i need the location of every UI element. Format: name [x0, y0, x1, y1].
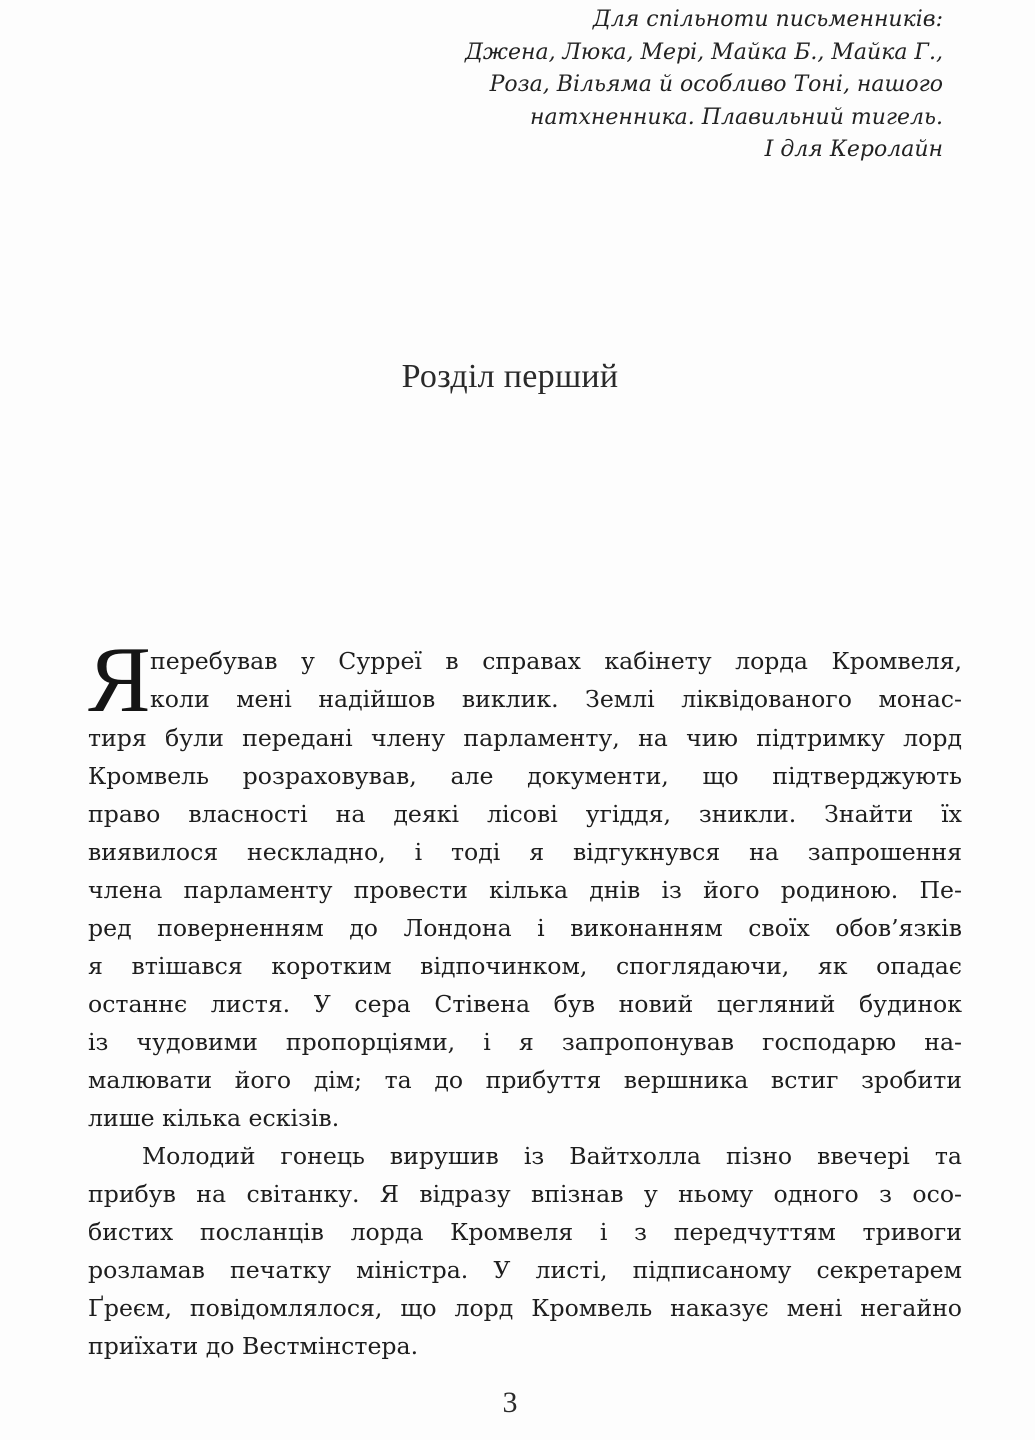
text-line: право власності на деякі лісові угіддя, зникли. Знайти їх	[88, 800, 962, 828]
dedication-line: Для спільноти письменників:	[592, 7, 943, 32]
page-number: 3	[502, 1386, 518, 1419]
text-line: прибув на світанку. Я відразу впізнав у ньому одного з осо-	[88, 1180, 962, 1208]
text-line: Ґреєм, повідомлялося, що лорд Кромвель наказує мені негайно	[88, 1294, 962, 1322]
text-line: тиря були передані члену парламенту, на чию підтримку лорд	[88, 724, 962, 752]
text-line: члена парламенту провести кілька днів із його родиною. Пе-	[88, 876, 962, 904]
text-line: я втішався коротким відпочинком, споглядаючи, як опадає	[88, 952, 962, 980]
chapter-title: Розділ перший	[401, 357, 619, 395]
text-line: перебував у Сурреї в справах кабінету лорда Кромвеля,	[150, 647, 962, 675]
drop-cap: Я	[88, 628, 151, 732]
text-line: виявилося нескладно, і тоді я відгукнувся на запрошення	[88, 838, 962, 866]
text-line: Кромвель розраховував, але документи, що підтверджують	[88, 762, 962, 790]
text-line: малювати його дім; та до прибуття вершника встиг зробити	[88, 1066, 962, 1094]
text-line: бистих посланців лорда Кромвеля і з передчуттям тривоги	[88, 1218, 962, 1246]
text-line: Молодий гонець вирушив із Вайтхолла пізно ввечері та	[142, 1142, 962, 1170]
text-line: ред поверненням до Лондона і виконанням своїх обов’язків	[88, 914, 962, 942]
text-line: із чудовими пропорціями, і я запропонував господарю на-	[88, 1028, 962, 1056]
dedication-line: Роза, Вільяма й особливо Тоні, нашого	[489, 72, 943, 97]
dedication-epigraph	[383, 4, 943, 167]
text-line: розламав печатку міністра. У листі, підписаному секретарем	[88, 1256, 962, 1284]
text-line: приїхати до Вестмінстера.	[88, 1332, 419, 1360]
text-line: лише кілька ескізів.	[88, 1104, 340, 1132]
dedication-line: натхненника. Плавильний тигель.	[529, 104, 943, 130]
dedication-line: І для Керолайн	[764, 137, 943, 162]
text-line: останнє листя. У сера Стівена був новий цегляний будинок	[88, 990, 962, 1018]
dedication-line: Джена, Люка, Мері, Майка Б., Майка Г.,	[465, 39, 943, 65]
text-line: коли мені надійшов виклик. Землі ліквідованого монас-	[150, 685, 962, 713]
